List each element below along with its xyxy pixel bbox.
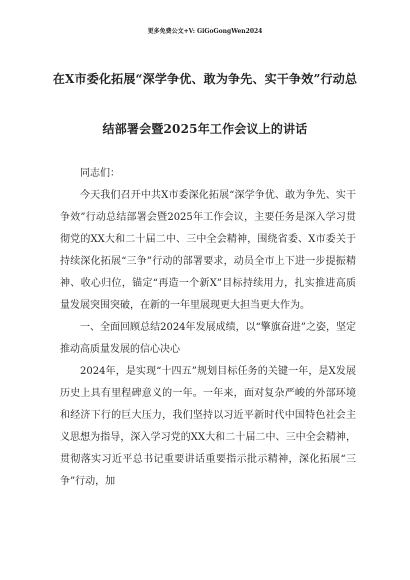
greeting: 同志们： bbox=[80, 168, 120, 179]
title-line-2: 结部署会暨2025年工作会议上的讲话 bbox=[102, 122, 308, 136]
title-line-1: 在X市委化拓展“深学争优、敢为争先、实干争效”行动总 bbox=[52, 72, 358, 86]
paragraph-1: 今天我们召开中共X市委深化拓展“深学争优、敢为争先、实干争效”行动总结部署会暨2025年工作会议，主要任务是深入学习贯彻党的XX大和二十届二中、三中全会精神，围绕省委、X市委关于持续深化拓展“三争”行动的部署要求，动员全市上下进一步提振精神、收心归位，锚定“再造一个新X”目标持续用力，扎实推进高质量发展突围突破，在新的一年里展现更大担当更大作为。 bbox=[60, 190, 356, 311]
section-heading-1: 一、全面回顾总结2024年发展成绩，以“擎旗奋进”之姿，坚定推动高质量发展的信心决心 bbox=[60, 322, 356, 355]
document-body bbox=[60, 163, 356, 493]
header-note: 更多免费公文+V: GiGoGongWen2024 bbox=[147, 28, 263, 35]
paragraph-2: 2024年，是实现“十四五”规划目标任务的关键一年，是X发展历史上具有里程碑意义的一年。一年来，面对复杂严峻的外部环境和经济下行的巨大压力，我们坚持以习近平新时代中国特色社会主义思想为指导，深入学习党的XX大和二十届二中、三中全会精神，贯彻落实习近平总书记重要讲话重要指示批示精神，深化拓展“三争”行动，加 bbox=[60, 366, 356, 487]
